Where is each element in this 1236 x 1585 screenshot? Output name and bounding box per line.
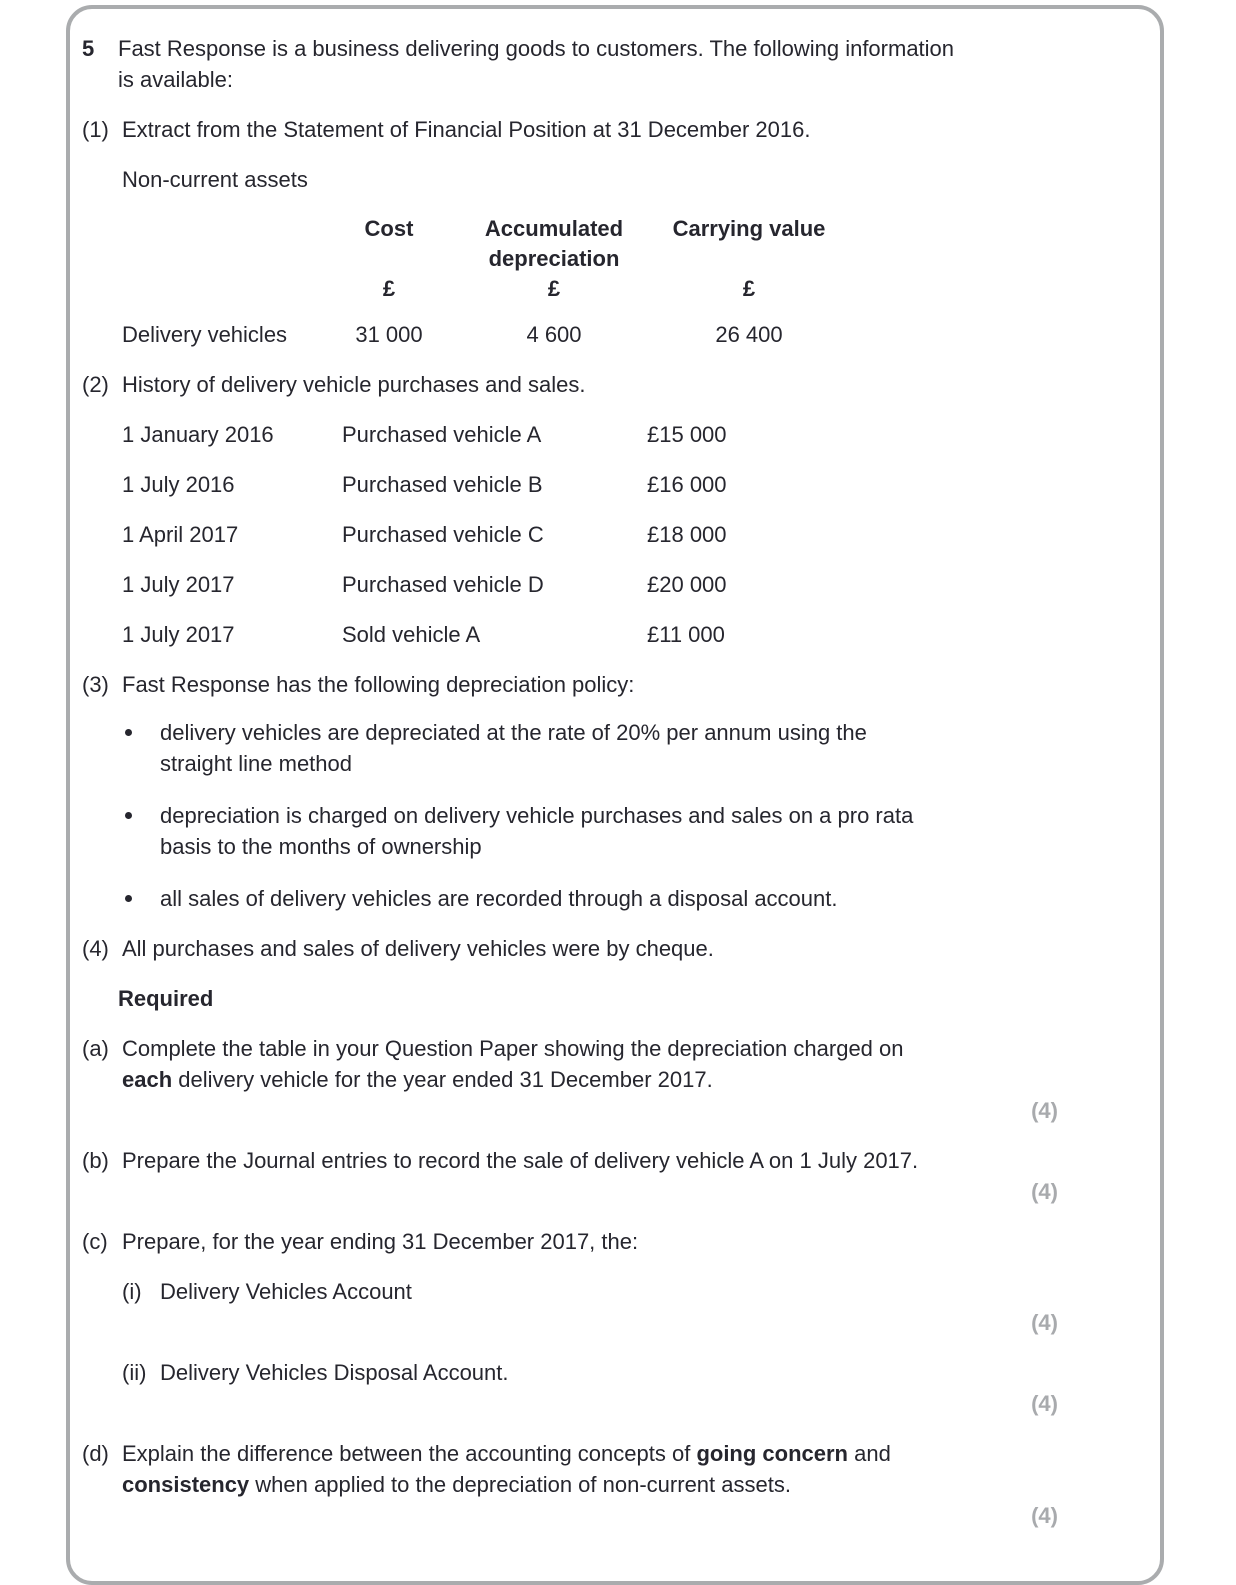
info-item-1 <box>82 114 1058 350</box>
marks-badge: (4) <box>1031 1503 1058 1528</box>
sofp-value-cost: 31 000 <box>355 322 423 347</box>
item-2-text: History of delivery vehicle purchases and sales. <box>122 372 586 397</box>
policy-bullet <box>122 800 1058 862</box>
sub-item-i <box>122 1276 1058 1338</box>
history-date: 1 July 2016 <box>122 472 235 497</box>
sofp-header-carrying-value: Carrying value <box>672 216 826 241</box>
history-date: 1 July 2017 <box>122 622 235 647</box>
currency-symbol-accumulated-depreciation: £ <box>547 276 561 301</box>
sofp-header-accumulated-depreciation: Accumulated depreciation <box>484 216 624 271</box>
policy-bullets <box>122 717 1058 914</box>
item-2-body <box>122 369 1058 650</box>
non-current-assets-heading: Non-current assets <box>122 167 308 192</box>
history-amount: £15 000 <box>647 422 727 447</box>
part-b-label: (b) <box>82 1148 109 1173</box>
sub-item-ii-text: Delivery Vehicles Disposal Account. <box>160 1360 509 1385</box>
history-event: Purchased vehicle B <box>342 472 543 497</box>
sofp-row-label: Delivery vehicles <box>122 322 288 347</box>
history-row <box>122 469 1058 500</box>
sub-item-ii-label: (ii) <box>122 1360 147 1385</box>
history-amount: £16 000 <box>647 472 727 497</box>
marks-badge: (4) <box>1031 1391 1058 1416</box>
history-row <box>122 619 1058 650</box>
item-4-label: (4) <box>82 936 109 961</box>
policy-bullet-text: delivery vehicles are depreciated at the rate of 20% per annum using the straight line method <box>160 720 867 776</box>
sofp-empty-cell <box>122 274 342 304</box>
history-event: Sold vehicle A <box>342 622 481 647</box>
policy-bullet <box>122 717 1058 779</box>
policy-bullet-text: all sales of delivery vehicles are recorded through a disposal account. <box>160 886 838 911</box>
part-c-label: (c) <box>82 1229 108 1254</box>
marks-badge: (4) <box>1031 1098 1058 1123</box>
history-row <box>122 519 1058 550</box>
item-3-text: Fast Response has the following depreciation policy: <box>122 672 635 697</box>
required-part-b <box>82 1145 1058 1207</box>
item-1-label: (1) <box>82 117 109 142</box>
history-date: 1 July 2017 <box>122 572 235 597</box>
required-part-c <box>82 1226 1058 1419</box>
history-row <box>122 419 1058 450</box>
history-event: Purchased vehicle C <box>342 522 544 547</box>
part-c-text: Prepare, for the year ending 31 December 2017, the: <box>122 1229 639 1254</box>
info-item-4 <box>82 933 1058 964</box>
question-head <box>82 33 1058 95</box>
part-a-text: Complete the table in your Question Paper showing the depreciation charged on each delivery vehicle for the year ended 31 December 2017. <box>122 1036 904 1092</box>
part-b-text: Prepare the Journal entries to record the sale of delivery vehicle A on 1 July 2017. <box>122 1148 919 1173</box>
item-4-text: All purchases and sales of delivery vehicles were by cheque. <box>122 936 714 961</box>
item-1-text: Extract from the Statement of Financial Position at 31 December 2016. <box>122 117 811 142</box>
part-c-body <box>122 1226 1058 1419</box>
part-a-body <box>122 1033 1058 1126</box>
item-3-body <box>122 669 1058 914</box>
history-amount: £11 000 <box>647 622 725 647</box>
history-row <box>122 569 1058 600</box>
sub-item-i-text: Delivery Vehicles Account <box>160 1279 412 1304</box>
currency-symbol-carrying-value: £ <box>742 276 756 301</box>
history-date: 1 January 2016 <box>122 422 274 447</box>
item-3-label: (3) <box>82 672 109 697</box>
bullet-dot-icon <box>122 800 160 862</box>
history-date: 1 April 2017 <box>122 522 239 547</box>
history-amount: £18 000 <box>647 522 727 547</box>
history-event: Purchased vehicle A <box>342 422 542 447</box>
sub-item-i-label: (i) <box>122 1279 142 1304</box>
sofp-value-accumulated-depreciation: 4 600 <box>526 322 582 347</box>
part-d-body <box>122 1438 1058 1531</box>
required-heading: Required <box>118 986 214 1011</box>
item-2-label: (2) <box>82 372 109 397</box>
sub-item-ii-body <box>160 1357 1058 1419</box>
part-d-text: Explain the difference between the accounting concepts of going concern and consistency when applied to the depreciation of non-current assets. <box>122 1441 891 1497</box>
info-item-2 <box>82 369 1058 650</box>
part-d-label: (d) <box>82 1441 109 1466</box>
history-event: Purchased vehicle D <box>342 572 544 597</box>
sub-item-ii <box>122 1357 1058 1419</box>
info-item-3 <box>82 669 1058 914</box>
sofp-value-carrying-value: 26 400 <box>715 322 783 347</box>
bullet-dot-icon <box>122 883 160 914</box>
question-intro: Fast Response is a business delivering goods to customers. The following information is available: <box>118 36 955 92</box>
required-part-a <box>82 1033 1058 1126</box>
question-content <box>70 9 1160 1550</box>
marks-badge: (4) <box>1031 1310 1058 1335</box>
history-amount: £20 000 <box>647 572 727 597</box>
part-a-label: (a) <box>82 1036 109 1061</box>
sofp-table <box>122 214 1058 350</box>
policy-bullet-text: depreciation is charged on delivery vehicle purchases and sales on a pro rata basis to the months of ownership <box>160 803 914 859</box>
page-frame <box>66 5 1164 1585</box>
bullet-dot-icon <box>122 717 160 779</box>
question-number: 5 <box>82 36 95 61</box>
sofp-empty-cell <box>122 214 342 274</box>
policy-bullet <box>122 883 1058 914</box>
currency-symbol-cost: £ <box>382 276 396 301</box>
part-b-body <box>122 1145 1058 1207</box>
sub-item-i-body <box>160 1276 1058 1338</box>
sofp-header-cost: Cost <box>364 216 414 241</box>
required-part-d <box>82 1438 1058 1531</box>
item-1-body <box>122 114 1058 350</box>
marks-badge: (4) <box>1031 1179 1058 1204</box>
